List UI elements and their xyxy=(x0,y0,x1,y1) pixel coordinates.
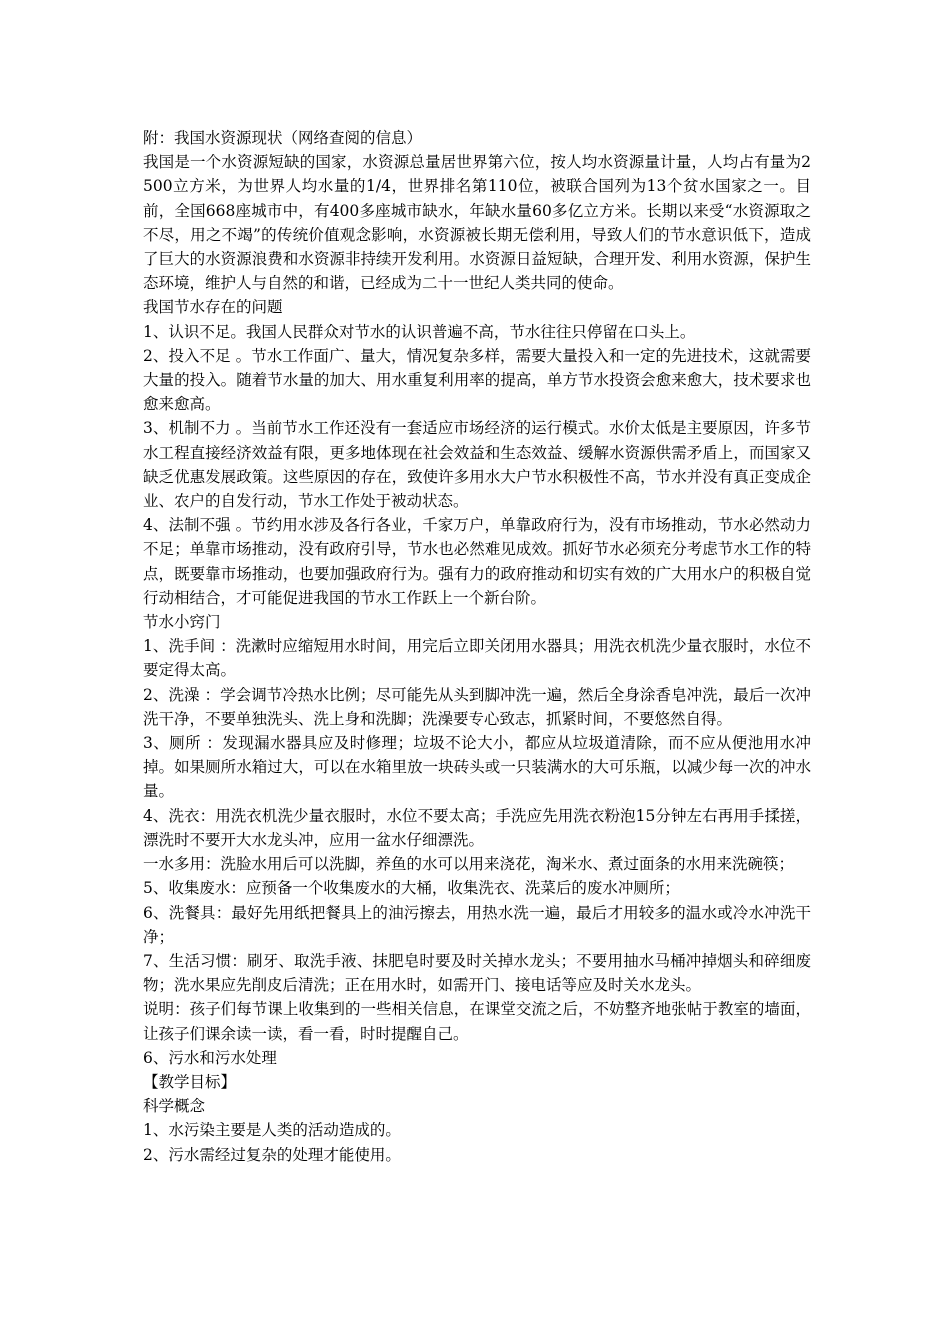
tip-item-2: 2、洗澡 ：学会调节冷热水比例；尽可能先从头到脚冲洗一遍，然后全身涂香皂冲洗，最后一次冲洗干净，不要单独洗头、洗上身和洗脚；洗澡要专心致志，抓紧时间，不要悠然自得。 xyxy=(143,685,811,728)
paragraph-water-status: 我国是一个水资源短缺的国家，水资源总量居世界第六位，按人均水资源量计量，人均占有量为2500立方米，为世界人均水量的1/4，世界排名第110位，被联合国列为13个贫水国家之一。目前，全国668座城市中，有400多座城市缺水，年缺水量60多亿立方米。长期以来受“水资源取之不尽，用之不竭”的传统价值观念影响，水资源被长期无偿利用，导致人们的节水意识低下，造成了巨大的水资源浪费和水资源非持续开发利用。水资源日益短缺，合理开发、利用水资源，保护生态环境，维护人与自然的和谐，已经成为二十一世纪人类共同的使命。 xyxy=(143,153,811,293)
tip-item-multi-use: 一水多用：洗脸水用后可以洗脚，养鱼的水可以用来浇花，淘米水、煮过面条的水用来洗碗筷； xyxy=(143,855,795,874)
document-body xyxy=(143,126,811,1167)
concept-item-2: 2、污水需经过复杂的处理才能使用。 xyxy=(143,1145,401,1164)
tip-item-7: 7、生活习惯：刷牙、取洗手液、抹肥皂时要及时关掉水龙头；不要用抽水马桶冲掉烟头和碎细废物；洗水果应先削皮后清洗；正在用水时，如需开门、接电话等应及时关水龙头。 xyxy=(143,951,811,995)
heading-appendix: 附：我国水资源现状（网络查阅的信息） xyxy=(143,129,423,147)
problem-item-4: 4、法制不强 。节约用水涉及各行各业，千家万户，单靠政府行为，没有市场推动，节水必然动力不足；单靠市场推动，没有政府引导，节水也必然难见成效。抓好节水必须充分考虑节水工作的特点，既要靠市场推动，也要加强政府行为。强有力的政府推动和切实有效的广大用水户的积极自觉行动相结合，才可能促进我国的节水工作跃上一个新台阶。 xyxy=(143,516,811,607)
heading-science-concepts: 科学概念 xyxy=(143,1097,206,1116)
tip-item-4: 4、洗衣：用洗衣机洗少量衣服时，水位不要太高；手洗应先用洗衣粉泡15分钟左右再用手揉搓，漂洗时不要开大水龙头冲，应用一盆水仔细漂洗。 xyxy=(143,806,811,849)
heading-problems: 我国节水存在的问题 xyxy=(143,298,283,317)
tip-item-6: 6、洗餐具：最好先用纸把餐具上的油污擦去，用热水洗一遍，最后才用较多的温水或冷水冲洗干净； xyxy=(143,903,811,946)
heading-teaching-goals: 【教学目标】 xyxy=(143,1072,237,1091)
problem-item-2: 2、投入不足 。节水工作面广、量大，情况复杂多样，需要大量投入和一定的先进技术，这就需要大量的投入。随着节水量的加大、用水重复利用率的提高，单方节水投资会愈来愈大，技术要求也愈来愈高。 xyxy=(143,346,811,414)
concept-item-1: 1、水污染主要是人类的活动造成的。 xyxy=(143,1121,401,1140)
note-paragraph: 说明：孩子们每节课上收集到的一些相关信息，在课堂交流之后，不妨整齐地张帖于教室的墙面，让孩子们课余读一读，看一看，时时提醒自己。 xyxy=(143,1000,811,1043)
section-heading-sewage: 6、污水和污水处理 xyxy=(143,1048,277,1067)
heading-tips: 节水小窍门 xyxy=(143,613,221,632)
tip-item-3: 3、厕所 ：发现漏水器具应及时修理；垃圾不论大小，都应从垃圾道清除，而不应从便池用水冲掉。如果厕所水箱过大，可以在水箱里放一块砖头或一只装满水的大可乐瓶，以减少每一次的冲水量。 xyxy=(143,734,811,801)
problem-item-3: 3、机制不力 。当前节水工作还没有一套适应市场经济的运行模式。水价太低是主要原因，许多节水工程直接经济效益有限，更多地体现在社会效益和生态效益、缓解水资源供需矛盾上，而国家又缺乏优惠发展政策。这些原因的存在，致使许多用水大户节水积极性不高，节水并没有真正变成企业、农户的自发行动，节水工作处于被动状态。 xyxy=(143,419,811,511)
tip-item-5: 5、收集废水：应预备一个收集废水的大桶，收集洗衣、洗菜后的废水冲厕所； xyxy=(143,879,680,898)
problem-item-1: 1、认识不足。我国人民群众对节水的认识普遍不高，节水往往只停留在口头上。 xyxy=(143,322,696,341)
tip-item-1: 1、洗手间 ：洗漱时应缩短用水时间，用完后立即关闭用水器具；用洗衣机洗少量衣服时，水位不要定得太高。 xyxy=(143,637,811,680)
